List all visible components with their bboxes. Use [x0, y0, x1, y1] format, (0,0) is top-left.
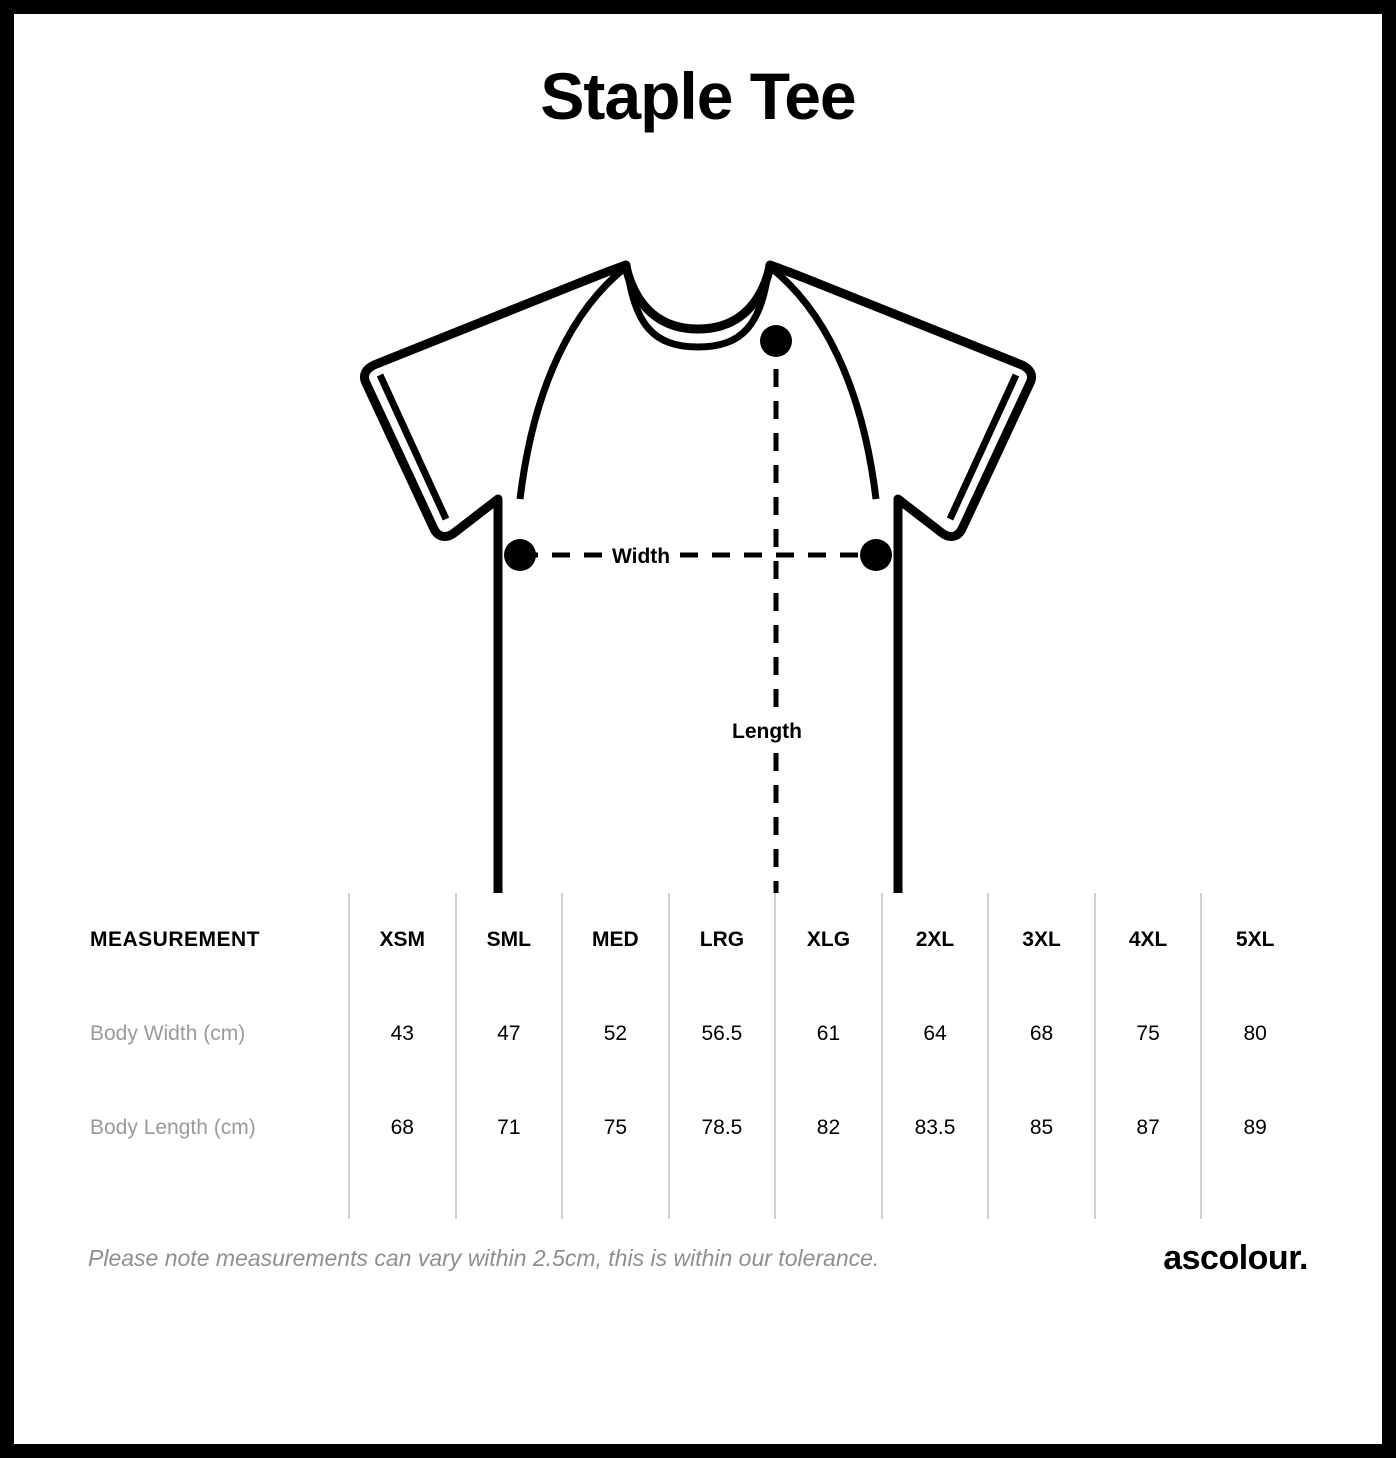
table-row [88, 987, 1308, 1081]
cell-body-width-xlg: 61 [775, 987, 882, 1081]
spacer-cell [349, 1175, 456, 1219]
size-header-3xl: 3XL [988, 893, 1095, 987]
cell-body-width-5xl: 80 [1201, 987, 1308, 1081]
spacer-cell [988, 1175, 1095, 1219]
garment-diagram [14, 133, 1382, 893]
cell-body-width-lrg: 56.5 [669, 987, 776, 1081]
table-header-row [88, 893, 1308, 987]
spacer-cell [775, 1175, 882, 1219]
cell-body-length-5xl: 89 [1201, 1081, 1308, 1175]
spacer-cell [882, 1175, 989, 1219]
cell-body-width-med: 52 [562, 987, 669, 1081]
spacer-cell [1201, 1175, 1308, 1219]
cell-body-length-2xl: 83.5 [882, 1081, 989, 1175]
size-header-sml: SML [456, 893, 563, 987]
footer [88, 1219, 1308, 1278]
spacer-cell [88, 1175, 349, 1219]
cell-body-length-3xl: 85 [988, 1081, 1095, 1175]
cell-body-width-2xl: 64 [882, 987, 989, 1081]
tolerance-note: Please note measurements can vary within 2.5cm, this is within our tolerance. [88, 1244, 880, 1271]
brand-logo: ascolour. [1163, 1238, 1308, 1277]
size-header-xsm: XSM [349, 893, 456, 987]
cell-body-width-4xl: 75 [1095, 987, 1202, 1081]
spacer-cell [669, 1175, 776, 1219]
size-header-5xl: 5XL [1201, 893, 1308, 987]
size-header-4xl: 4XL [1095, 893, 1202, 987]
spacer-cell [1095, 1175, 1202, 1219]
length-label: Length [726, 718, 808, 746]
size-header-med: MED [562, 893, 669, 987]
size-header-2xl: 2XL [882, 893, 989, 987]
tshirt-icon [14, 133, 1382, 893]
cell-body-length-4xl: 87 [1095, 1081, 1202, 1175]
row-label-body-length: Body Length (cm) [90, 1115, 256, 1139]
table-row [88, 1081, 1308, 1175]
cell-body-width-sml: 47 [456, 987, 563, 1081]
cell-body-length-lrg: 78.5 [669, 1081, 776, 1175]
width-label: Width [606, 543, 676, 571]
size-header-xlg: XLG [775, 893, 882, 987]
measurement-header: MEASUREMENT [90, 927, 261, 951]
size-chart-page [14, 14, 1382, 1444]
page-title: Staple Tee [540, 59, 856, 133]
cell-body-width-3xl: 68 [988, 987, 1095, 1081]
cell-body-width-xsm: 43 [349, 987, 456, 1081]
cell-body-length-med: 75 [562, 1081, 669, 1175]
cell-body-length-xlg: 82 [775, 1081, 882, 1175]
cell-body-length-sml: 71 [456, 1081, 563, 1175]
cell-body-length-xsm: 68 [349, 1081, 456, 1175]
spacer-cell [562, 1175, 669, 1219]
table-spacer-row [88, 1175, 1308, 1219]
size-header-lrg: LRG [669, 893, 776, 987]
spacer-cell [456, 1175, 563, 1219]
row-label-body-width: Body Width (cm) [90, 1021, 246, 1045]
size-table [88, 893, 1308, 1219]
